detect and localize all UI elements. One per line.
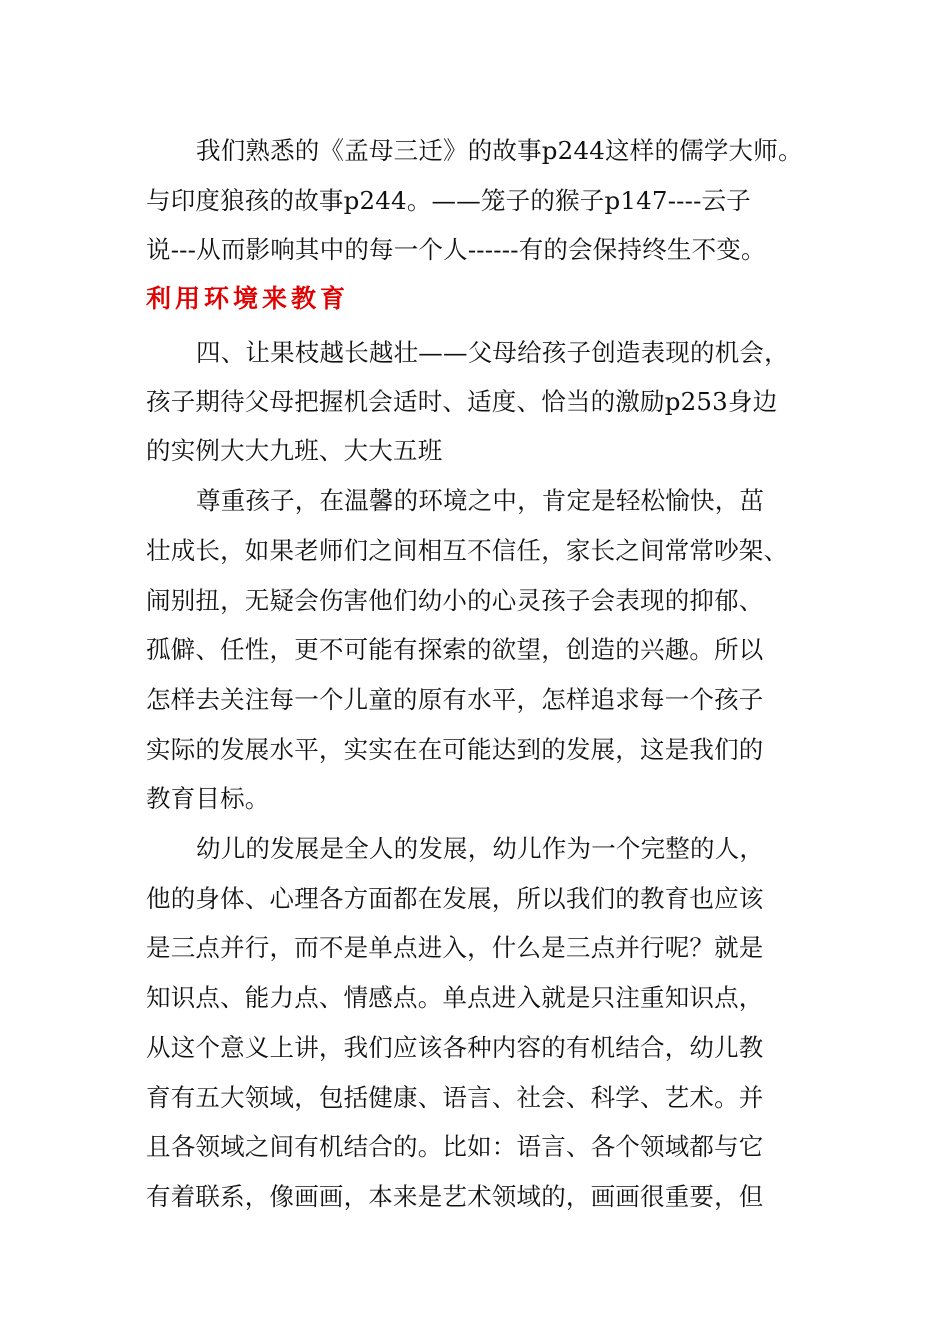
- paragraph-line: 知识点、能力点、情感点。单点进入就是只注重知识点，: [146, 983, 764, 1012]
- paragraph-line: 是三点并行，而不是单点进入，什么是三点并行呢？就是: [146, 933, 764, 962]
- paragraph-line: 孤僻、任性，更不可能有探索的欲望，创造的兴趣。所以: [146, 635, 764, 664]
- paragraph-line: 育有五大领域，包括健康、语言、社会、科学、艺术。并: [146, 1083, 764, 1112]
- paragraph-line: 尊重孩子，在温馨的环境之中，肯定是轻松愉快，茁: [196, 486, 765, 515]
- paragraph-line: 孩子期待父母把握机会适时、适度、恰当的激励p253身边: [146, 387, 778, 416]
- paragraph-line: 四、让果枝越长越壮——父母给孩子创造表现的机会，: [196, 338, 789, 367]
- paragraph-line: 实际的发展水平，实实在在可能达到的发展，这是我们的: [146, 735, 764, 764]
- paragraph-line: 教育目标。: [146, 784, 270, 813]
- paragraph-line: 的实例大大九班、大大五班: [146, 436, 443, 465]
- paragraph-line: 且各领域之间有机结合的。比如：语言、各个领域都与它: [146, 1132, 764, 1161]
- paragraph-line: 怎样去关注每一个儿童的原有水平，怎样追求每一个孩子: [146, 685, 764, 714]
- paragraph-line: 从这个意义上讲，我们应该各种内容的有机结合，幼儿教: [146, 1033, 764, 1062]
- paragraph-line: 说---从而影响其中的每一个人------有的会保持终生不变。: [146, 235, 766, 264]
- paragraph-line: 闹别扭，无疑会伤害他们幼小的心灵孩子会表现的抑郁、: [146, 586, 764, 615]
- paragraph-line: 幼儿的发展是全人的发展，幼儿作为一个完整的人，: [196, 834, 765, 863]
- paragraph-line: 有着联系，像画画，本来是艺术领域的，画画很重要，但: [146, 1182, 764, 1211]
- section-heading: 利用环境来教育: [146, 284, 350, 313]
- paragraph-line: 壮成长，如果老师们之间相互不信任，家长之间常常吵架、: [146, 536, 789, 565]
- paragraph-line: 与印度狼孩的故事p244。——笼子的猴子p147----云子: [146, 186, 752, 215]
- paragraph-line: 他的身体、心理各方面都在发展，所以我们的教育也应该: [146, 884, 764, 913]
- paragraph-line: 我们熟悉的《孟母三迁》的故事p244这样的儒学大师。: [196, 136, 803, 165]
